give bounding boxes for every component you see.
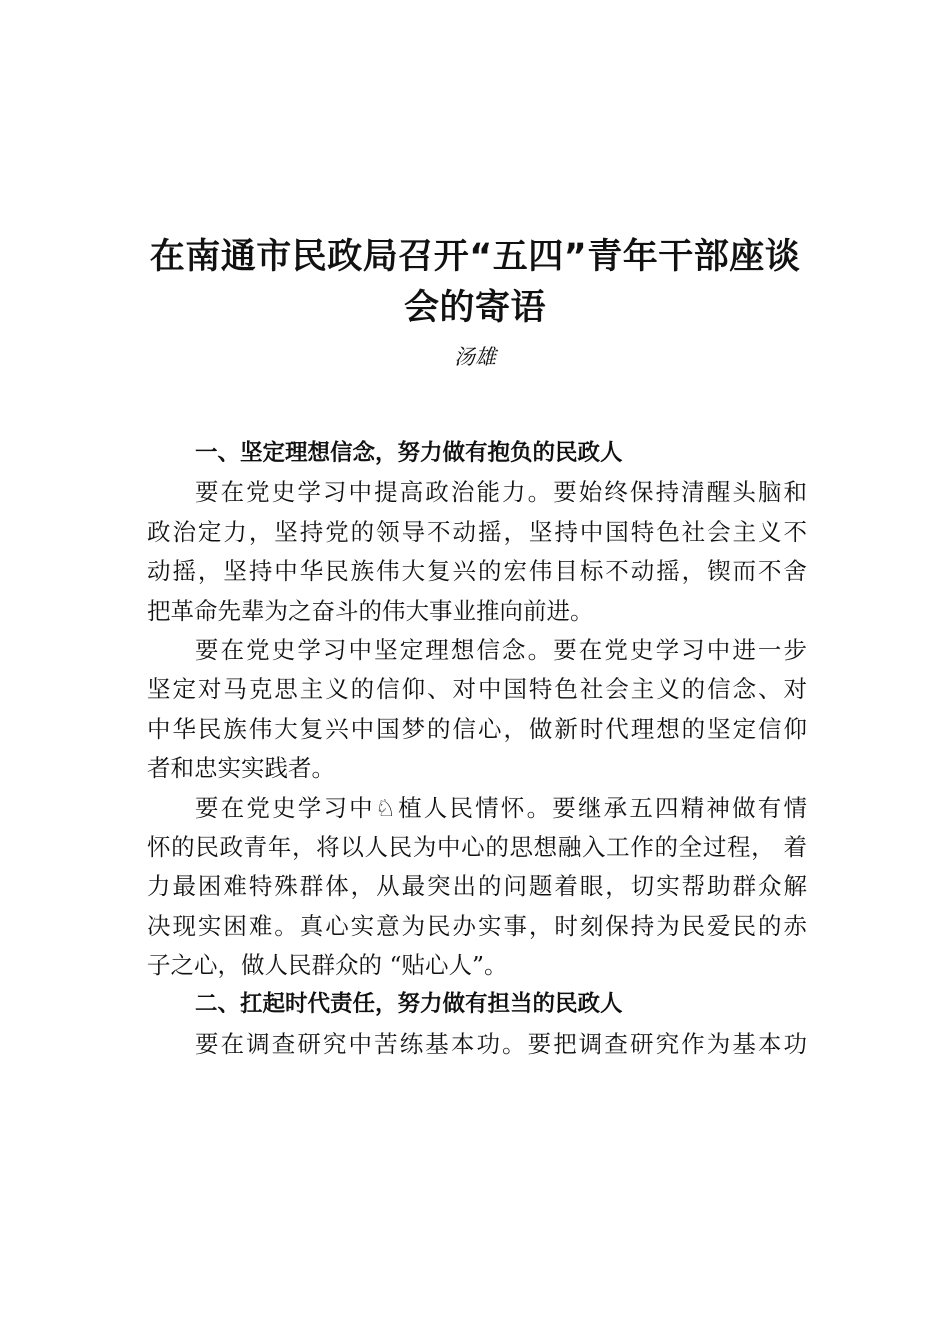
paragraph-line: 坚定对马克思主义的信仰、对中国特色社会主义的信念、对 <box>147 675 807 704</box>
paragraph-line: 怀的民政青年，将以人民为中心的思想融入工作的全过程， 着 <box>147 832 807 861</box>
paragraph-line: 动摇，坚持中华民族伟大复兴的宏伟目标不动摇，锲而不舍 <box>147 557 807 586</box>
paragraph-line: 政治定力，坚持党的领导不动摇，坚持中国特色社会主义不 <box>147 517 807 546</box>
paragraph-line: 中华民族伟大复兴中国梦的信心，做新时代理想的坚定信仰 <box>147 714 807 743</box>
paragraph-line: 者和忠实实践者。 <box>147 754 335 783</box>
author-name: 汤雄 <box>454 345 496 369</box>
paragraph-line: 把革命先辈为之奋斗的伟大事业推向前进。 <box>147 596 594 625</box>
paragraph-line: 子之心，做人民群众的 “贴心人”。 <box>147 951 508 980</box>
document-title <box>100 232 850 334</box>
paragraph-line: 要在调查研究中苦练基本功。要把调查研究作为基本功 <box>195 1029 807 1058</box>
paragraph-line: 决现实困难。真心实意为民办实事，时刻保持为民爱民的赤 <box>147 911 807 940</box>
section-heading-2: 二、扛起时代责任，努力做有担当的民政人 <box>195 991 623 1018</box>
paragraph-line: 要在党史学习中提高政治能力。要始终保持清醒头脑和 <box>195 478 807 507</box>
paragraph-line: 力最困难特殊群体，从最突出的问题着眼，切实帮助群众解 <box>147 872 807 901</box>
paragraph-line: 要在党史学习中♘植人民情怀。要继承五四精神做有情 <box>195 793 807 822</box>
title-line-2: 会的寄语 <box>403 288 546 328</box>
paragraph-line: 要在党史学习中坚定理想信念。要在党史学习中进一步 <box>195 635 807 664</box>
title-line-1: 在南通市民政局召开“五四”青年干部座谈 <box>149 237 801 277</box>
document-body <box>147 434 807 1064</box>
section-heading-1: 一、坚定理想信念，努力做有抱负的民政人 <box>195 440 623 466</box>
